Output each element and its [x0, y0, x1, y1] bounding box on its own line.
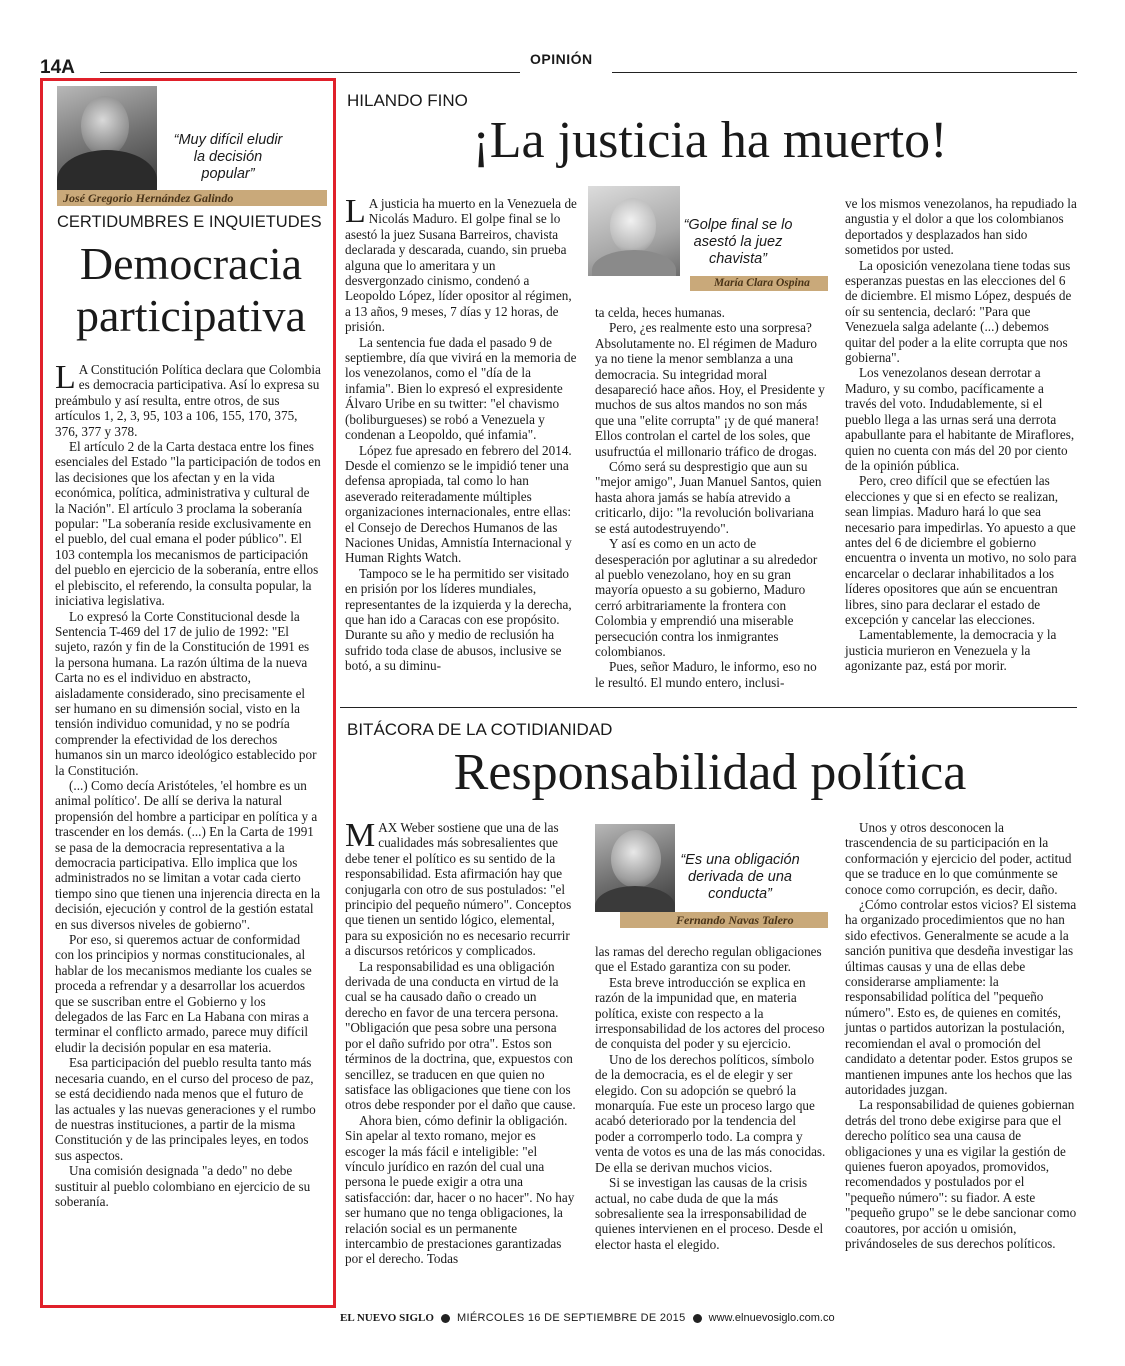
dropcap: L [345, 193, 366, 230]
paragraph: las ramas del derecho regulan obligaciones que el Estado garantiza con su poder. [595, 944, 822, 975]
paragraph: Una comisión designada "a dedo" no debe sustituir al pueblo colombiano en ejercicio de su soberanía. [55, 1163, 311, 1209]
paragraph: La oposición venezolana tiene todas sus esperanzas puestas en las elecciones del 6 de diciembre. El mismo López, después de oír su sentencia, declaró: "Para que Venezuela salga adelante (...) debemos quitar del poder a la elite corrupta que nos gobierna". [845, 257, 1072, 366]
kicker: BITÁCORA DE LA COTIDIANIDAD [347, 720, 613, 739]
paragraph: Cómo será su desprestigio que aun su "mejor amigo", Juan Manuel Santos, quien hasta ahora jamás se había atrevido a criticarlo, dijo: "la revolución bolivariana se está autodestruyendo". [595, 459, 822, 536]
paragraph: Lamentablemente, la democracia y la justicia murieron en Venezuela y la agonizante paz, está por morir. [845, 627, 1057, 674]
headline: Responsabilidad política [453, 744, 967, 801]
footer [340, 1309, 1080, 1327]
paragraph: Los venezolanos desean derrotar a Maduro, y su combo, pacíficamente a través del voto. Indudablemente, si el pueblo llega a las urnas será una derrota apabullante para el habitante de Miraflores, quien no cuenta con más del 20 por ciento de la opinión pública. [845, 365, 1075, 473]
paragraph: Y así es como en un acto de desesperación por aglutinar a su alrededor al pueblo venezolano, hoy en su gran mayoría opuesto a su gobierno, Maduro cerró arbitrariamente la frontera con Colombia y emprendió una miserable persecución contra los inmigrantes colombianos. [595, 536, 818, 659]
author-name: María Clara Ospina [690, 276, 828, 291]
article-column [845, 820, 1077, 1251]
author-photo [57, 86, 157, 190]
section-divider [340, 707, 1077, 708]
section-label: OPINIÓN [530, 51, 593, 67]
pull-quote: “Muy difícil eludir la decisión popular” [173, 132, 283, 182]
paragraph: Esta breve introducción se explica en razón de la impunidad que, en materia política, existe con respecto a la irresponsabilidad de los actores del proceso de conquista del poder y su ejercicio. [595, 974, 825, 1052]
author-photo [588, 186, 680, 276]
article-body [55, 359, 321, 1209]
paragraph: Por eso, si queremos actuar de conformidad con los principios y normas constitucionales, al hablar de los mecanismos mediante los cuales se proceda a refrendar y a desarrollar los acuerdos que se suscriban entre el Gobierno y los delegados de las Farc en La Habana con miras a terminar el conflicto armado, parece muy difícil eludir la decisión popular en esa materia. [55, 932, 312, 1055]
paragraph: Si se investigan las causas de la crisis actual, no cabe duda de que la más sobresaliente sea la irresponsabilidad de quienes intervienen en el proceso. Desde el elector hasta el elegido. [595, 1175, 824, 1252]
kicker: HILANDO FINO [347, 91, 468, 110]
paragraph: ve los mismos venezolanos, ha repudiado la angustia y el dolor a que los colombianos deportados y desplazados han sido sometidos por usted. [845, 196, 1077, 258]
author-name: José Gregorio Hernández Galindo [57, 190, 327, 206]
bullet-icon [693, 1314, 702, 1323]
paragraph: Ahora bien, cómo definir la obligación. Sin apelar al texto romano, mejor es escoger la más fácil e inteligible: "el vínculo jurídico en razón del cual una persona le puede exigir a otra una satisfacción: dar, hacer o no hacer". No hay ser humano que no tenga obligaciones, la relación social es un permanente intercambio de prestaciones garantizadas por el derecho. Todas [345, 1112, 575, 1267]
kicker: CERTIDUMBRES E INQUIETUDES [57, 213, 322, 231]
paragraph: AX Weber sostiene que una de las cualidades más sobresalientes que debe tener el político es su sentido de la responsabilidad. Esta afirmación hay que conjugarla con otro de sus postulados: "el principio del pequeño número". Conceptos que tienen un sentido lógico, elemental, para su exposición no es necesario recurrir a discursos retóricos y complicados. [345, 820, 572, 959]
paragraph: ta celda, heces humanas. [595, 305, 725, 320]
bullet-icon [441, 1314, 450, 1323]
headline-line1: Democracia [79, 238, 303, 289]
paragraph: A justicia ha muerto en la Venezuela de Nicolás Maduro. El golpe final se lo asestó la juez Susana Barreiros, chavista declarada y descarada, cuando, sin prueba alguna que lo ameritara y un desvergonzado cinismo, condenó a Leopoldo López, líder opositor al régimen, a 13 años, 9 meses, 7 días y 12 horas, de prisión. [345, 196, 577, 335]
paragraph: López fue apresado en febrero del 2014. Desde el comienzo se le impidió tener una defensa apropiada, tal como lo han aseverado reiteradamente múltiples organizaciones internacionales, entre ellas: el Consejo de Derechos Humanos de las Naciones Unidas, Amnistía Internacional y Human Rights Watch. [345, 442, 572, 566]
article-column [345, 817, 577, 1267]
paragraph: La responsabilidad es una obligación derivada de una conducta en virtud de la cual se ha causado daño o creado un derecho en favor de una tercera persona. "Obligación que pesa sobre una persona por el daño sufrido por otra". Estos son términos de la doctrina, que, expuestos con sencillez, se traducen en que quien no satisface las obligaciones que tiene con los otros debe responder por el daño que cause. [345, 958, 576, 1113]
paragraph: (...) Como decía Aristóteles, 'el hombre es un animal político'. De allí se deriva la natural propensión del hombre a participar en política y a trascender en los demás. (...) En la Carta de 1991 se pasa de la democracia representativa a la democracia participativa. Ello implica que los administrados no se limitan a votar cada cierto tiempo sino que tienen una injerencia directa en la decisión, ejecución y control de la gestión estatal en sus diversos niveles de gobierno". [55, 777, 321, 932]
article-column [345, 193, 577, 674]
paragraph: Pues, señor Maduro, le informo, eso no le resultó. El mundo entero, inclusi- [595, 659, 817, 690]
paragraph: Pero, creo difícil que se efectúen las elecciones y que si en efecto se realizan, sean limpias. Maduro hará lo que sea necesario para impedirlas. Yo apuesto a que antes del 6 de diciembre el gobierno encuentra o inventa un motivo, no solo para encarcelar o declarar inhabilitados a los líderes opositores que aún se encuentran libres, sino para declarar el estado de excepción y cancelar las elecciones. [845, 473, 1077, 627]
pull-quote: “Golpe final se lo asestó la juez chavista” [683, 217, 793, 267]
paragraph: Unos y otros desconocen la trascendencia de su participación en la conformación y ejercicio del poder, actitud que se traduce en lo que comúnmente se conoce como corrupción, es decir, daño. [845, 820, 1072, 897]
footer-date: MIÉRCOLES 16 DE SEPTIEMBRE DE 2015 [457, 1312, 686, 1324]
author-photo [595, 824, 675, 912]
dropcap: M [345, 817, 376, 854]
header-rule-right [612, 72, 1077, 73]
footer-brand: EL NUEVO SIGLO [340, 1312, 434, 1324]
paragraph: Uno de los derechos políticos, símbolo de la democracia, es el de elegir y ser elegido. Con su adopción se quebró la monarquía. Fue este un proceso largo que acabó deteriorado por la tendencia del poder a corromperlo todo. La compra y venta de votos es una de las más conocidas. De ella se derivan muchos vicios. [595, 1051, 826, 1175]
pull-quote: “Es una obligación derivada de una conducta” [680, 852, 800, 902]
paragraph: Pero, ¿es realmente esto una sorpresa? Absolutamente no. El régimen de Maduro ya no tiene la menor semblanza a una democracia. Su integridad moral desapareció hace años. Hoy, el Presidente y muchos de sus altos mandos no son más que una "elite corrupta" ¡y de qué manera! Ellos controlan el cartel de los soles, que usufructúa el millonario tráfico de drogas. [595, 320, 825, 459]
headline-line2: participativa [76, 290, 306, 341]
paragraph: La sentencia fue dada el pasado 9 de septiembre, día que vivirá en la memoria de los venezolanos, como el "día de la infamia". Bien lo expresó el expresidente Álvaro Uribe en su twitter: "el chavismo (boliburgueses) se robó a Venezuela y condenan a Leopoldo, qué infamia". [345, 334, 577, 443]
paragraph: Tampoco se le ha permitido ser visitado en prisión por los líderes mundiales, representantes de la izquierda y la derecha, que han ido a Caracas con ese propósito. Durante su año y medio de reclusión ha sufrido toda clase de abusos, inclusive se botó, a su diminu- [345, 565, 572, 674]
dropcap: L [55, 359, 76, 396]
footer-url[interactable]: www.elnuevosiglo.com.co [708, 1312, 835, 1324]
article-column [595, 305, 827, 690]
header-rule-left [100, 72, 520, 73]
paragraph: La responsabilidad de quienes gobiernan detrás del trono debe exigirse para que el derecho político sea una causa de obligaciones y una es vigilar la gestión de quienes fueron apoyados, promovidos, recomendados y postulados por el "pequeño número": su fiador. A este "pequeño grupo" se le debe sancionar como coautores, por acción u omisión, privándoseles de sus derechos políticos. [845, 1097, 1077, 1251]
page-number: 14A [40, 57, 75, 78]
paragraph: Lo expresó la Corte Constitucional desde la Sentencia T-469 del 17 de julio de 1992: "El sujeto, razón y fin de la Constitución de 1991 es la persona humana. La razón última de la nueva Carta no es el individuo en abstracto, aisladamente considerado, sino precisamente el ser humano en su dimensión social, visto en la tensión individuo comunidad, y no se podría comprender la efectividad de los derechos humanos sin un marco ideológico establecido por la Constitución. [55, 608, 317, 778]
paragraph: ¿Cómo controlar estos vicios? El sistema ha organizado procedimientos que no han sido efectivos. Generalmente se acude a la sanción punitiva que desdeña investigar las últimas causas y una de ellas debe considerarse ampliamente: la responsabilidad política del "pequeño número". Esto es, de quienes en comités, juntas o partidos autorizan la postulación, recomiendan el aval o promoción del candidato a detentar poder. Estos grupos se mantienen impunes ante los hechos que las autoridades juzgan. [845, 897, 1077, 1097]
paragraph: A Constitución Política declara que Colombia es democracia participativa. Así lo expresa su preámbulo y así resulta, entre otros, de sus artículos 1, 2, 3, 95, 103 a 106, 155, 170, 375, 376, 377 y 378. [55, 362, 321, 439]
paragraph: El artículo 2 de la Carta destaca entre los fines esenciales del Estado "la participación de todos en las decisiones que los afectan y en la vida económica, política, administrativa y cultural de la Nación". El artículo 3 proclama la soberanía popular: "La soberanía reside exclusivamente en el pueblo, del cual emana el poder público". El 103 contempla los mecanismos de participación del pueblo en ejercicio de la soberanía, entre ellos el plebiscito, el referendo, la consulta popular, la iniciativa legislativa. [55, 439, 321, 609]
article-column [845, 196, 1077, 674]
headline: ¡La justicia ha muerto! [472, 112, 948, 169]
paragraph: Esa participación del pueblo resulta tanto más necesaria cuando, en el curso del proceso de paz, se está decidiendo nada menos que el futuro de las actuales y las nuevas generaciones y el rumbo de nuestras instituciones, a partir de la misma Constitución y de las principales leyes, en todos sus aspectos. [55, 1055, 316, 1163]
article-column [595, 944, 827, 1252]
author-name: Fernando Navas Talero [620, 912, 828, 928]
